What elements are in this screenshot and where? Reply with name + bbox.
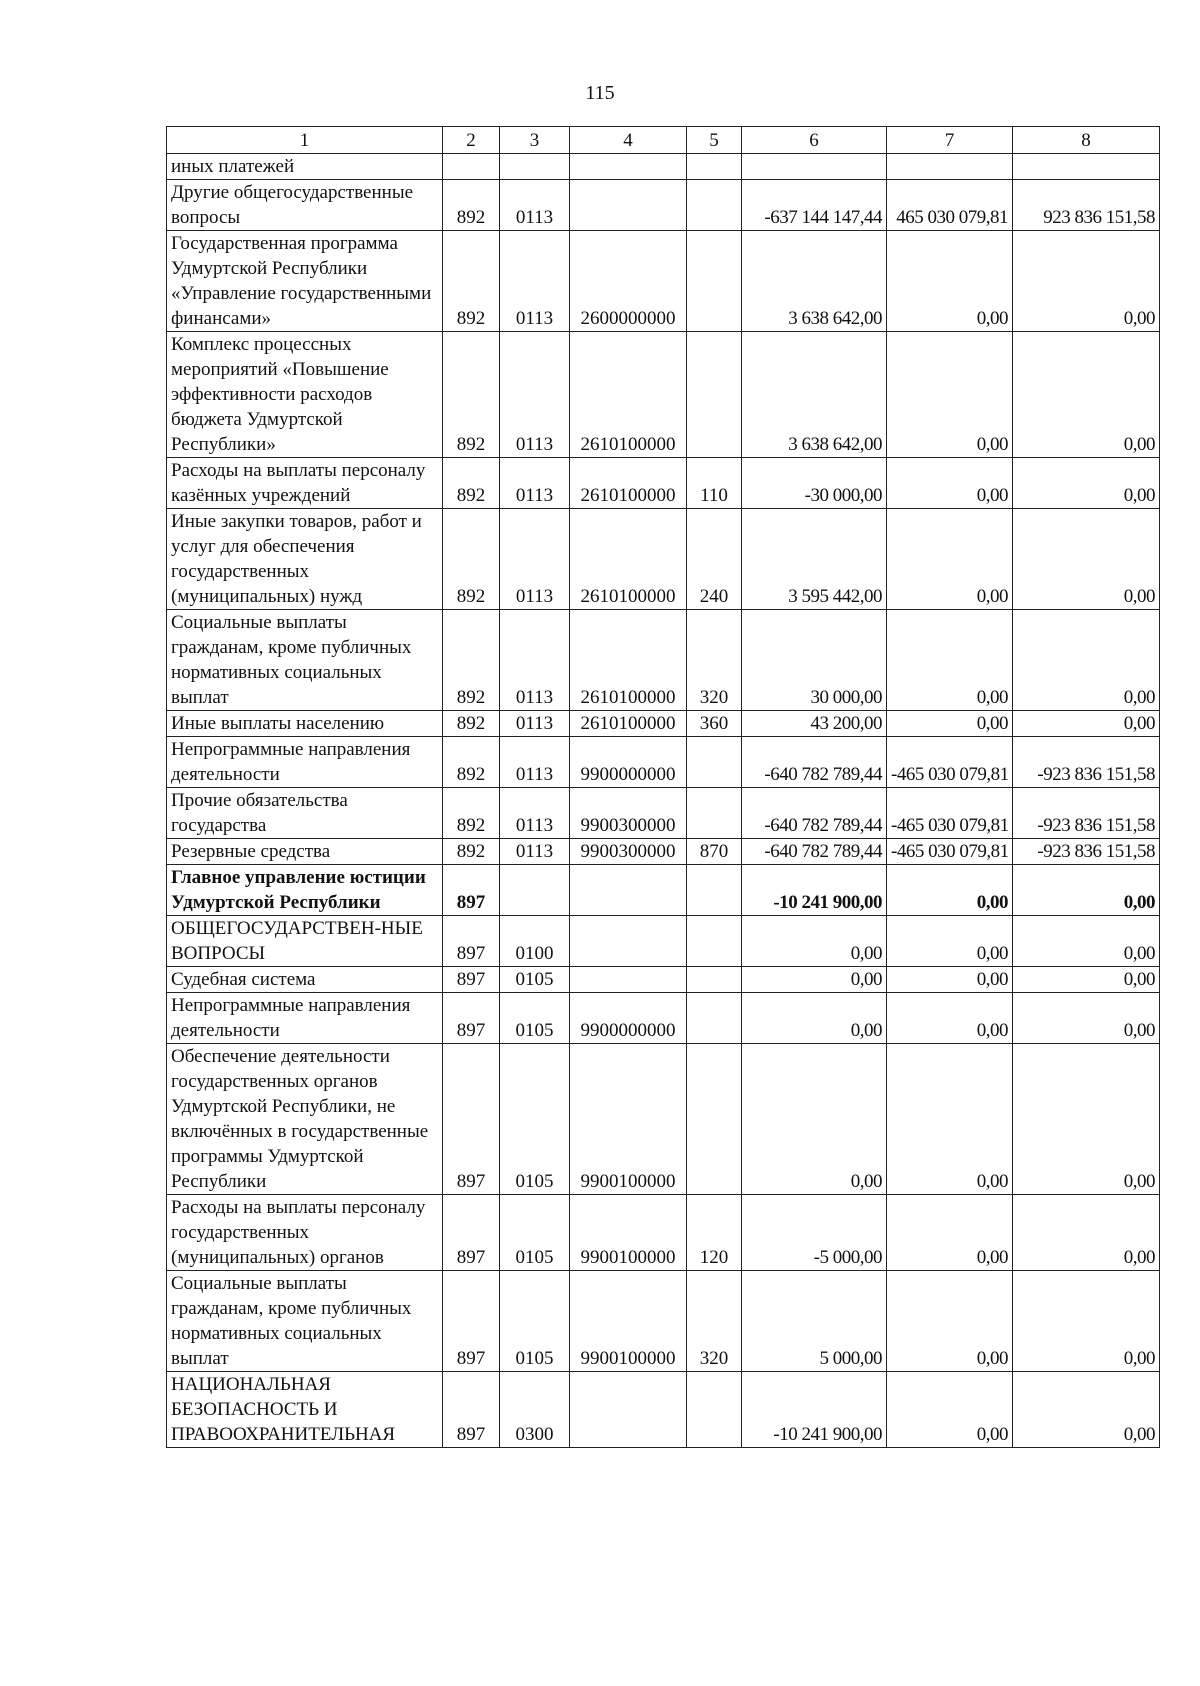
section-code: 0113: [500, 332, 570, 458]
expense-type-code: 320: [687, 1271, 742, 1372]
amount-col8: 0,00: [1013, 1044, 1160, 1195]
target-article-code: 2610100000: [570, 711, 687, 737]
row-name: Социальные выплаты гражданам, кроме публичных нормативных социальных выплат: [167, 610, 443, 711]
target-article-code: 2610100000: [570, 332, 687, 458]
amount-col6: -10 241 900,00: [742, 1372, 887, 1448]
target-article-code: [570, 865, 687, 916]
amount-col6: 30 000,00: [742, 610, 887, 711]
amount-col8: 0,00: [1013, 865, 1160, 916]
table-body: [167, 154, 1160, 1448]
amount-col6: -10 241 900,00: [742, 865, 887, 916]
table-row: [167, 154, 1160, 180]
expense-type-code: 120: [687, 1195, 742, 1271]
amount-col6: -5 000,00: [742, 1195, 887, 1271]
amount-col8: 0,00: [1013, 509, 1160, 610]
amount-col6: 3 638 642,00: [742, 231, 887, 332]
table-row: [167, 231, 1160, 332]
amount-col8: 0,00: [1013, 1372, 1160, 1448]
amount-col8: 0,00: [1013, 711, 1160, 737]
amount-col6: 0,00: [742, 916, 887, 967]
amount-col7: 0,00: [887, 1372, 1013, 1448]
dept-code: 897: [443, 993, 500, 1044]
expense-type-code: [687, 967, 742, 993]
amount-col7: 0,00: [887, 711, 1013, 737]
table-row: [167, 711, 1160, 737]
section-code: [500, 865, 570, 916]
target-article-code: 9900300000: [570, 788, 687, 839]
section-code: 0113: [500, 711, 570, 737]
amount-col6: -30 000,00: [742, 458, 887, 509]
section-code: 0105: [500, 1195, 570, 1271]
section-code: 0113: [500, 737, 570, 788]
section-code: 0100: [500, 916, 570, 967]
amount-col7: 0,00: [887, 1271, 1013, 1372]
section-code: 0105: [500, 967, 570, 993]
column-header: 6: [742, 127, 887, 154]
expense-type-code: [687, 865, 742, 916]
section-code: 0113: [500, 180, 570, 231]
expense-type-code: [687, 1372, 742, 1448]
amount-col6: 3 638 642,00: [742, 332, 887, 458]
row-name: Комплекс процессных мероприятий «Повышение эффективности расходов бюджета Удмуртской Республики»: [167, 332, 443, 458]
dept-code: 892: [443, 332, 500, 458]
expense-type-code: [687, 180, 742, 231]
table-row: [167, 1044, 1160, 1195]
amount-col8: 0,00: [1013, 1271, 1160, 1372]
row-name: Прочие обязательства государства: [167, 788, 443, 839]
table-row: [167, 458, 1160, 509]
row-name: Непрограммные направления деятельности: [167, 737, 443, 788]
amount-col6: -640 782 789,44: [742, 788, 887, 839]
table-row: [167, 180, 1160, 231]
section-code: 0113: [500, 788, 570, 839]
dept-code: 892: [443, 231, 500, 332]
expense-type-code: [687, 231, 742, 332]
amount-col8: 0,00: [1013, 916, 1160, 967]
dept-code: 897: [443, 967, 500, 993]
amount-col6: 0,00: [742, 967, 887, 993]
target-article-code: 2610100000: [570, 458, 687, 509]
amount-col7: -465 030 079,81: [887, 737, 1013, 788]
column-header: 2: [443, 127, 500, 154]
section-code: [500, 154, 570, 180]
table-row: [167, 839, 1160, 865]
target-article-code: 9900000000: [570, 737, 687, 788]
dept-code: 892: [443, 610, 500, 711]
table-row: [167, 1195, 1160, 1271]
target-article-code: 9900000000: [570, 993, 687, 1044]
section-code: 0113: [500, 839, 570, 865]
amount-col8: [1013, 154, 1160, 180]
row-name: Иные закупки товаров, работ и услуг для обеспечения государственных (муниципальных) нужд: [167, 509, 443, 610]
dept-code: 892: [443, 458, 500, 509]
row-name: НАЦИОНАЛЬНАЯ БЕЗОПАСНОСТЬ И ПРАВООХРАНИТЕЛЬНАЯ: [167, 1372, 443, 1448]
expense-type-code: [687, 1044, 742, 1195]
row-name: Иные выплаты населению: [167, 711, 443, 737]
table-row: [167, 509, 1160, 610]
row-name: Обеспечение деятельности государственных органов Удмуртской Республики, не включённых в государственные программы Удмуртской Республики: [167, 1044, 443, 1195]
table-row: [167, 916, 1160, 967]
amount-col8: 0,00: [1013, 967, 1160, 993]
target-article-code: [570, 1372, 687, 1448]
amount-col7: -465 030 079,81: [887, 788, 1013, 839]
dept-code: 897: [443, 1195, 500, 1271]
dept-code: 897: [443, 865, 500, 916]
row-name: Непрограммные направления деятельности: [167, 993, 443, 1044]
row-name: Расходы на выплаты персоналу казённых учреждений: [167, 458, 443, 509]
target-article-code: 9900100000: [570, 1195, 687, 1271]
expense-type-code: [687, 332, 742, 458]
row-name: Судебная система: [167, 967, 443, 993]
section-code: 0113: [500, 231, 570, 332]
amount-col7: 0,00: [887, 1195, 1013, 1271]
expense-type-code: 110: [687, 458, 742, 509]
amount-col6: -640 782 789,44: [742, 839, 887, 865]
dept-code: 892: [443, 180, 500, 231]
row-name: иных платежей: [167, 154, 443, 180]
dept-code: 892: [443, 711, 500, 737]
target-article-code: 9900100000: [570, 1271, 687, 1372]
amount-col6: 0,00: [742, 993, 887, 1044]
column-header: 4: [570, 127, 687, 154]
amount-col6: 5 000,00: [742, 1271, 887, 1372]
row-name: Другие общегосударственные вопросы: [167, 180, 443, 231]
row-name: Главное управление юстиции Удмуртской Республики: [167, 865, 443, 916]
amount-col7: 0,00: [887, 1044, 1013, 1195]
amount-col8: 0,00: [1013, 458, 1160, 509]
target-article-code: 9900100000: [570, 1044, 687, 1195]
amount-col7: 465 030 079,81: [887, 180, 1013, 231]
expense-type-code: 870: [687, 839, 742, 865]
target-article-code: 9900300000: [570, 839, 687, 865]
expense-type-code: [687, 916, 742, 967]
amount-col7: 0,00: [887, 509, 1013, 610]
section-code: 0113: [500, 458, 570, 509]
amount-col7: [887, 154, 1013, 180]
amount-col8: -923 836 151,58: [1013, 788, 1160, 839]
expense-type-code: [687, 737, 742, 788]
dept-code: 897: [443, 1044, 500, 1195]
section-code: 0113: [500, 509, 570, 610]
table-row: [167, 332, 1160, 458]
amount-col6: 0,00: [742, 1044, 887, 1195]
amount-col6: -640 782 789,44: [742, 737, 887, 788]
target-article-code: [570, 154, 687, 180]
dept-code: 897: [443, 916, 500, 967]
target-article-code: 2610100000: [570, 509, 687, 610]
target-article-code: 2600000000: [570, 231, 687, 332]
dept-code: 897: [443, 1271, 500, 1372]
row-name: ОБЩЕГОСУДАРСТВЕН-НЫЕ ВОПРОСЫ: [167, 916, 443, 967]
table-row: [167, 1372, 1160, 1448]
amount-col7: 0,00: [887, 332, 1013, 458]
amount-col8: 0,00: [1013, 332, 1160, 458]
amount-col8: 0,00: [1013, 231, 1160, 332]
table-row: [167, 967, 1160, 993]
amount-col6: -637 144 147,44: [742, 180, 887, 231]
amount-col7: 0,00: [887, 231, 1013, 332]
amount-col8: 0,00: [1013, 993, 1160, 1044]
dept-code: 897: [443, 1372, 500, 1448]
amount-col7: 0,00: [887, 458, 1013, 509]
row-name: Расходы на выплаты персоналу государственных (муниципальных) органов: [167, 1195, 443, 1271]
amount-col8: -923 836 151,58: [1013, 839, 1160, 865]
table-row: [167, 865, 1160, 916]
row-name: Резервные средства: [167, 839, 443, 865]
table-row: [167, 993, 1160, 1044]
amount-col7: 0,00: [887, 967, 1013, 993]
amount-col7: 0,00: [887, 865, 1013, 916]
target-article-code: [570, 180, 687, 231]
expense-type-code: 320: [687, 610, 742, 711]
column-header: 7: [887, 127, 1013, 154]
page-number: 115: [585, 82, 615, 104]
budget-table: [166, 126, 1160, 1448]
table-row: [167, 610, 1160, 711]
amount-col8: 0,00: [1013, 610, 1160, 711]
target-article-code: [570, 967, 687, 993]
column-header: 3: [500, 127, 570, 154]
target-article-code: [570, 916, 687, 967]
expense-type-code: [687, 154, 742, 180]
dept-code: 892: [443, 509, 500, 610]
amount-col7: 0,00: [887, 993, 1013, 1044]
amount-col8: -923 836 151,58: [1013, 737, 1160, 788]
section-code: 0105: [500, 1271, 570, 1372]
amount-col7: 0,00: [887, 610, 1013, 711]
amount-col8: 0,00: [1013, 1195, 1160, 1271]
amount-col7: 0,00: [887, 916, 1013, 967]
section-code: 0105: [500, 993, 570, 1044]
section-code: 0300: [500, 1372, 570, 1448]
target-article-code: 2610100000: [570, 610, 687, 711]
expense-type-code: [687, 788, 742, 839]
amount-col6: 3 595 442,00: [742, 509, 887, 610]
column-number-row: [167, 127, 1160, 154]
table-row: [167, 788, 1160, 839]
dept-code: 892: [443, 788, 500, 839]
expense-type-code: 240: [687, 509, 742, 610]
amount-col8: 923 836 151,58: [1013, 180, 1160, 231]
column-header: 5: [687, 127, 742, 154]
column-header: 8: [1013, 127, 1160, 154]
column-header: 1: [167, 127, 443, 154]
dept-code: 892: [443, 839, 500, 865]
section-code: 0105: [500, 1044, 570, 1195]
section-code: 0113: [500, 610, 570, 711]
expense-type-code: 360: [687, 711, 742, 737]
amount-col6: 43 200,00: [742, 711, 887, 737]
amount-col6: [742, 154, 887, 180]
dept-code: [443, 154, 500, 180]
table-row: [167, 1271, 1160, 1372]
dept-code: 892: [443, 737, 500, 788]
amount-col7: -465 030 079,81: [887, 839, 1013, 865]
row-name: Государственная программа Удмуртской Республики «Управление государственными финансами»: [167, 231, 443, 332]
expense-type-code: [687, 993, 742, 1044]
row-name: Социальные выплаты гражданам, кроме публичных нормативных социальных выплат: [167, 1271, 443, 1372]
table-row: [167, 737, 1160, 788]
